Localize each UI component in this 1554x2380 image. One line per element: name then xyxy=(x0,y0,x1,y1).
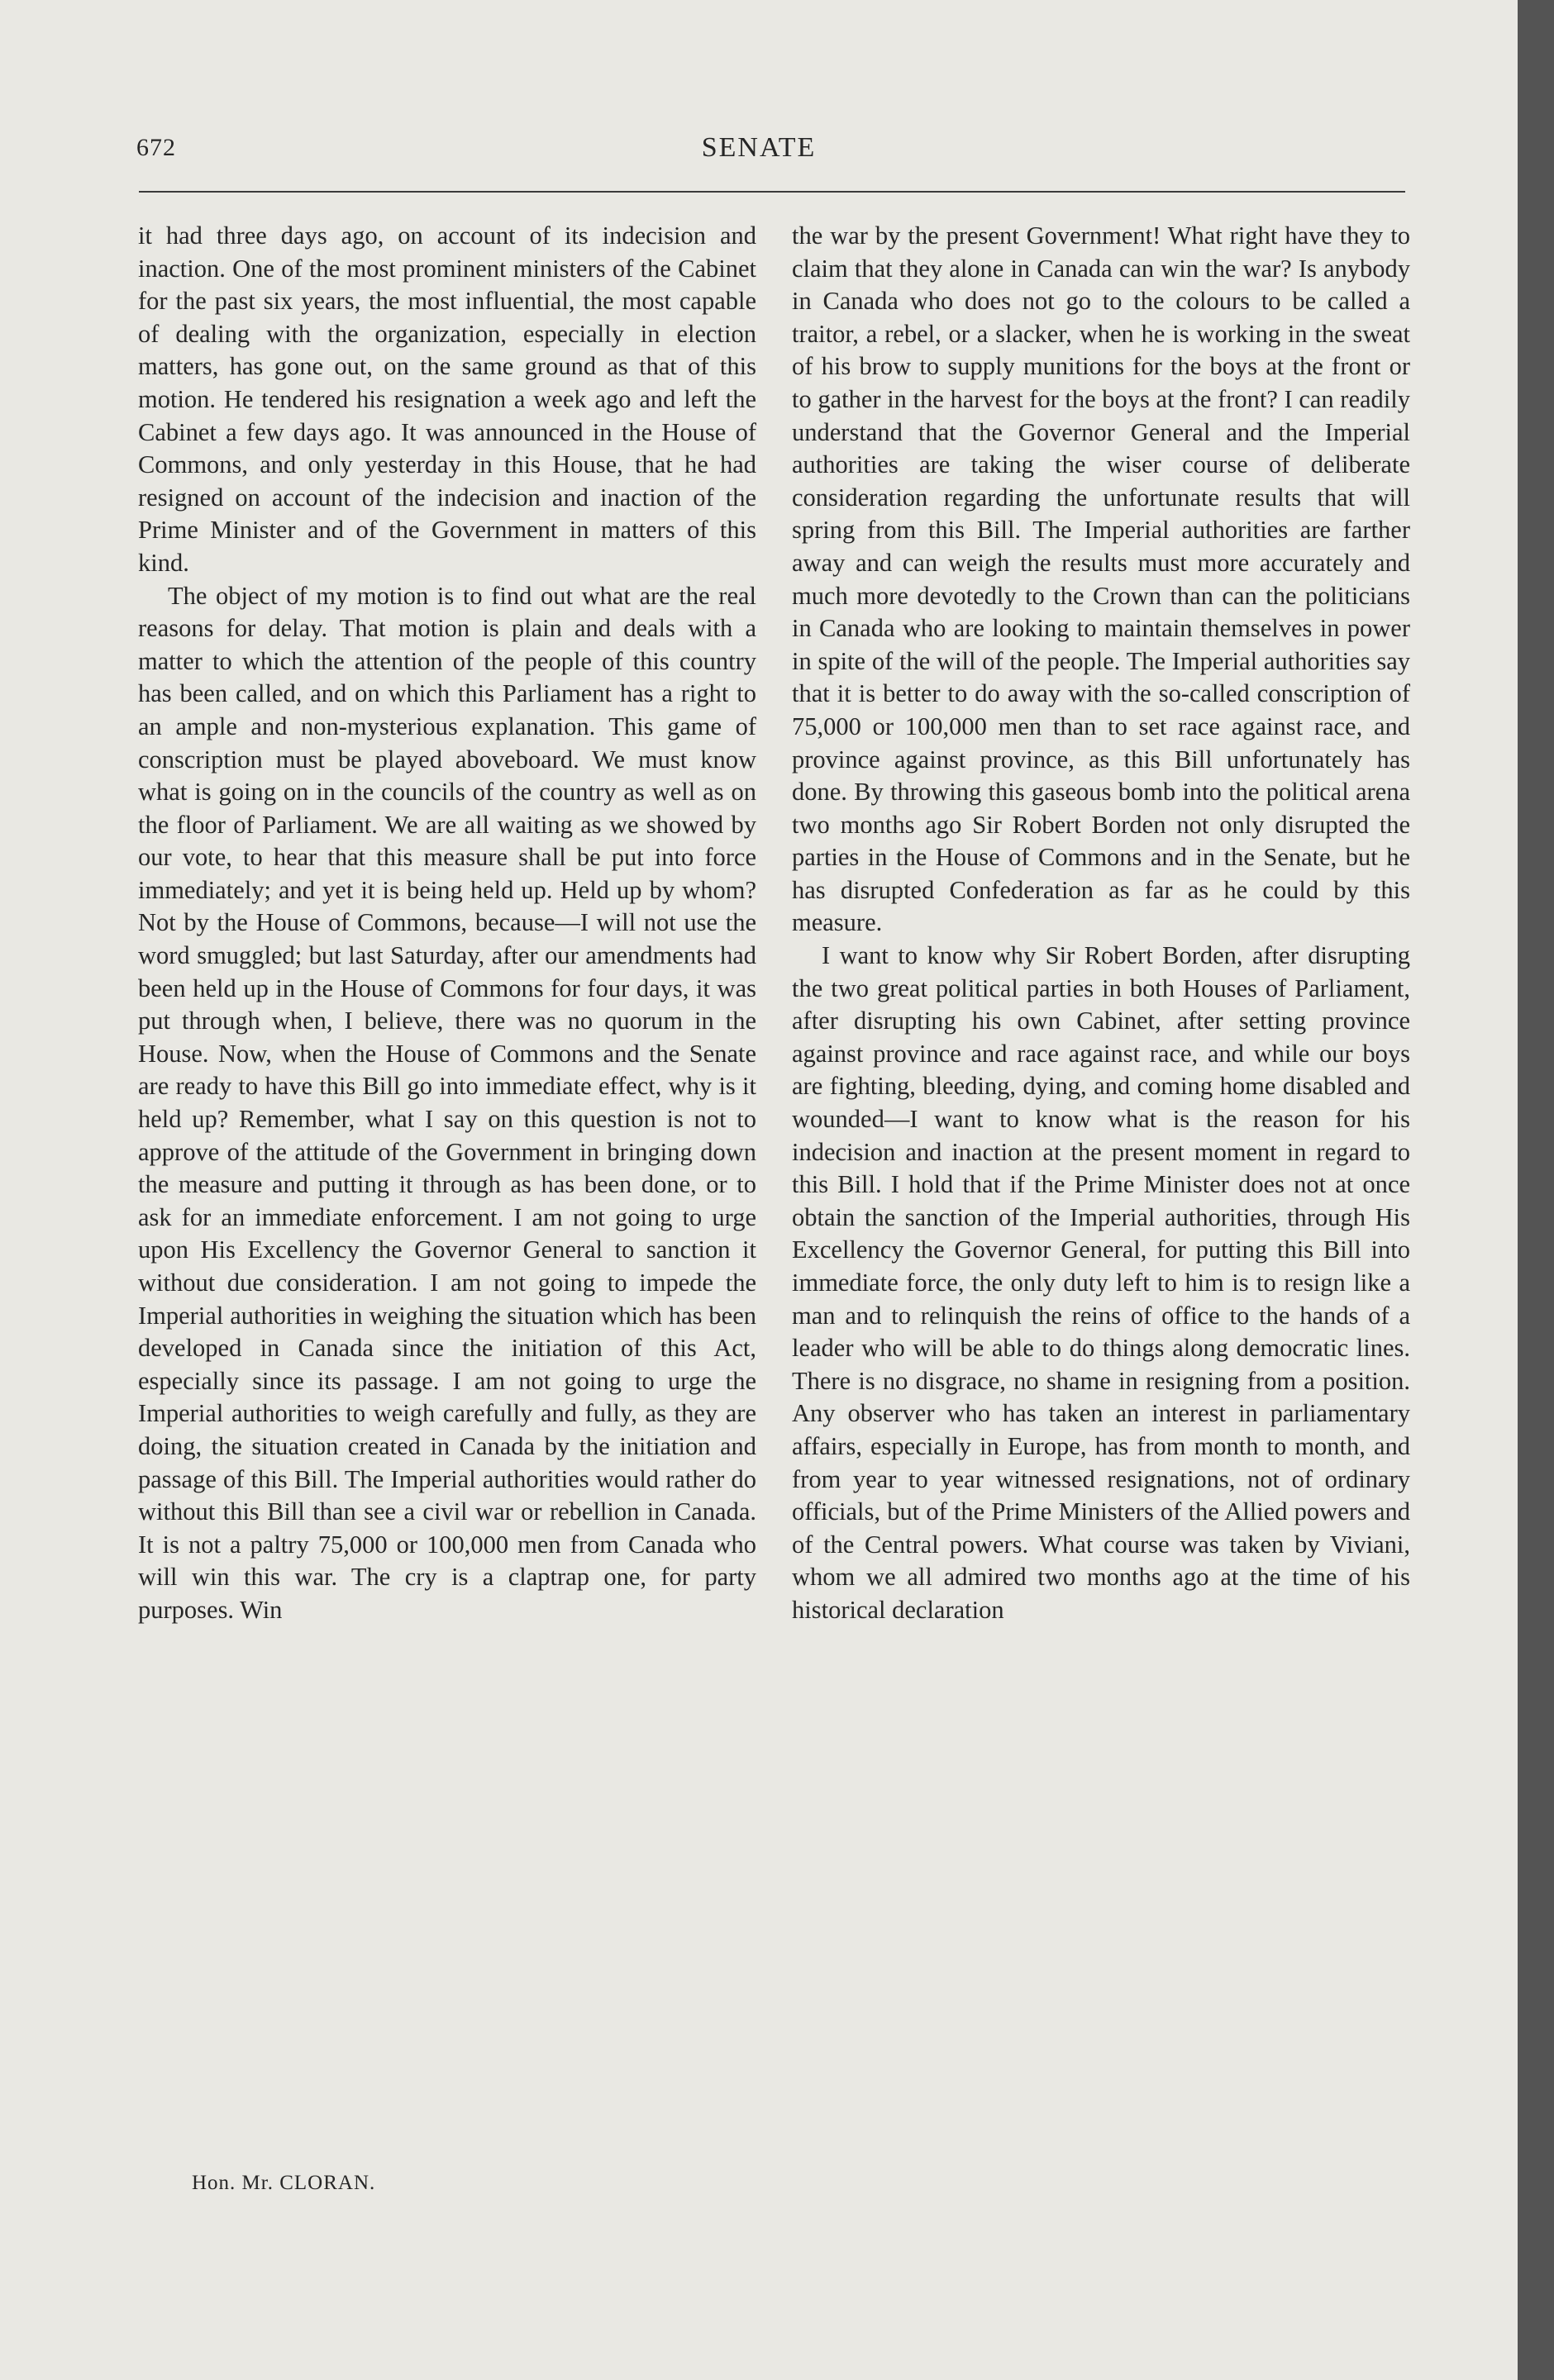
right-column xyxy=(792,220,1410,1627)
left-column xyxy=(138,220,756,1627)
right-paragraph-2: I want to know why Sir Robert Borden, after disrupting the two great political parties in both Houses of Parliament, after disrupting his own Cabinet, after setting province against province and race against race, and while our boys are fighting, bleeding, dying, and coming home disabled and wounded—I want to know what is the reason for his indecision and inaction at the present moment in regard to this Bill. I hold that if the Prime Minister does not at once obtain the sanction of the Imperial authorities, through His Excellency the Governor General, for putting this Bill into immediate force, the only duty left to him is to resign like a man and to relinquish the reins of office to the hands of a leader who will be able to do things along democratic lines. There is no disgrace, no shame in resigning from a position. Any observer who has taken an interest in parliamentary affairs, especially in Europe, has from month to month, and from year to year witnessed resignations, not of ordinary officials, but of the Prime Ministers of the Allied powers and of the Central powers. What course was taken by Viviani, whom we all admired two months ago at the time of his historical declaration xyxy=(792,941,1410,1624)
page-number: 672 xyxy=(136,134,176,161)
header-rule xyxy=(139,191,1405,193)
speaker-footer: Hon. Mr. CLORAN. xyxy=(192,2172,376,2194)
page-edge xyxy=(1518,0,1554,2380)
left-paragraph-2: The object of my motion is to find out what are the real reasons for delay. That motion is plain and deals with a matter to which the attention of the people of this country has been called, and on which this Parliament has a right to an ample and non-mysterious explanation. This game of conscription must be played aboveboard. We must know what is going on in the councils of the country as well as on the floor of Parliament. We are all waiting as we showed by our vote, to hear that this measure shall be put into force immediately; and yet it is being held up. Held up by whom? Not by the House of Commons, because—I will not use the word smuggled; but last Saturday, after our amendments had been held up in the House of Commons for four days, it was put through when, I believe, there was no quorum in the House. Now, when the House of Commons and the Senate are ready to have this Bill go into immediate effect, why is it held up? Remember, what I say on this question is not to approve of the attitude of the Government in bringing down the measure and putting it through as has been done, or to ask for an immediate enforcement. I am not going to urge upon His Excellency the Governor General to sanction it without due consideration. I am not going to impede the Imperial authorities in weighing the situation which has been developed in Canada since the initiation of this Act, especially since its passage. I am not going to urge the Imperial authorities to weigh carefully and fully, as they are doing, the situation created in Canada by the initiation and passage of this Bill. The Imperial authorities would rather do without this Bill than see a civil war or rebellion in Canada. It is not a paltry 75,000 or 100,000 men from Canada who will win this war. The cry is a claptrap one, for party purposes. Win xyxy=(138,581,756,1624)
left-paragraph-1: it had three days ago, on account of its indecision and inaction. One of the most prominent ministers of the Cabinet for the past six years, the most influential, the most capable of dealing with the organization, especially in election matters, has gone out, on the same ground as that of this motion. He tendered his resignation a week ago and left the Cabinet a few days ago. It was announced in the House of Commons, and only yesterday in this House, that he had resigned on account of the indecision and inaction of the Prime Minister and of the Government in matters of this kind. xyxy=(138,221,756,577)
running-head: SENATE xyxy=(701,132,817,163)
right-paragraph-1: the war by the present Government! What right have they to claim that they alone in Canada can win the war? Is anybody in Canada who does not go to the colours to be called a traitor, a rebel, or a slacker, when he is working in the sweat of his brow to supply munitions for the boys at the front or to gather in the harvest for the boys at the front? I can readily understand that the Governor General and the Imperial authorities are taking the wiser course of deliberate consideration regarding the unfortunate results that will spring from this Bill. The Imperial authorities are farther away and can weigh the results must more accurately and much more devotedly to the Crown than can the politicians in Canada who are looking to maintain themselves in power in spite of the will of the people. The Imperial authorities say that it is better to do away with the so-called conscription of 75,000 or 100,000 men than to set race against race, and province against province, as this Bill unfortunately has done. By throwing this gaseous bomb into the political arena two months ago Sir Robert Borden not only disrupted the parties in the House of Commons and in the Senate, but he has disrupted Confederation as far as he could by this measure. xyxy=(792,221,1410,937)
